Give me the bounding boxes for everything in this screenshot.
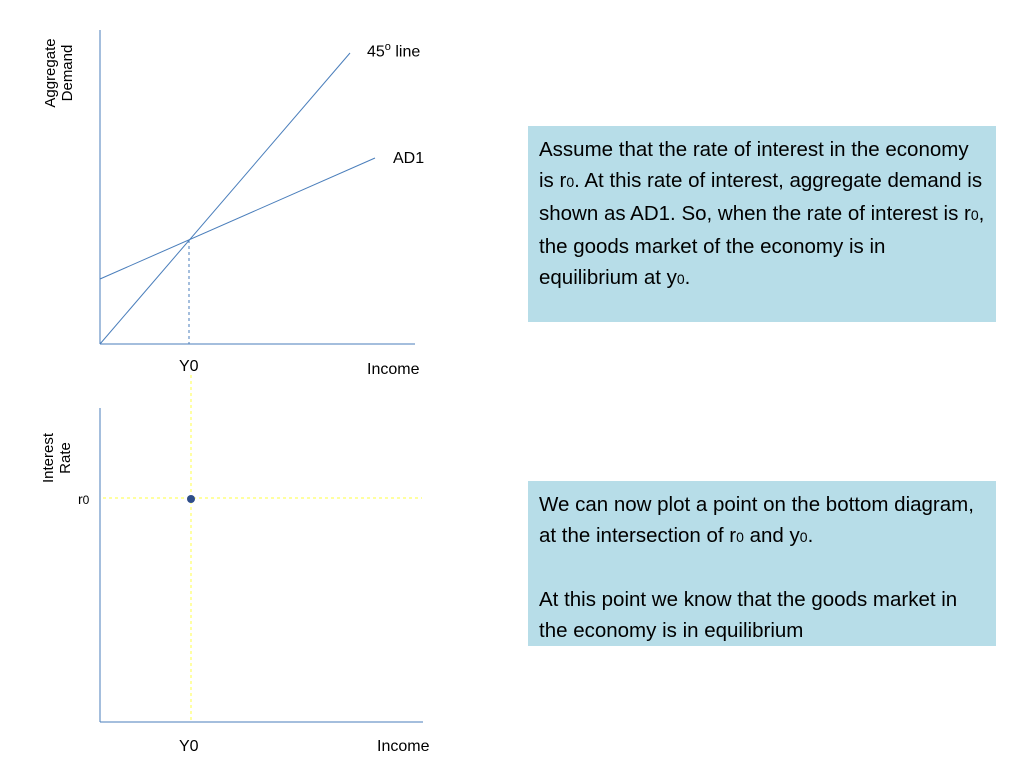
r0-label-letter: r xyxy=(78,491,83,507)
line-45-degree xyxy=(100,53,350,344)
top-text-seg-3: , the goods market of the economy is in equilibrium at y xyxy=(539,202,985,289)
top-text-sub-1: 0 xyxy=(566,174,575,190)
top-y-axis-label-line1: Aggregate xyxy=(42,38,59,108)
r0-label xyxy=(78,490,89,509)
line-45-label xyxy=(367,38,420,61)
explanation-bottom-para2: At this point we know that the goods market in the economy is in equilibrium xyxy=(539,588,958,642)
top-y0-label: Y0 xyxy=(179,358,199,375)
degree-sign-icon: o xyxy=(384,41,391,53)
bottom-text-seg-3: . xyxy=(807,524,814,547)
top-y-axis-label-line2: Demand xyxy=(59,44,76,102)
top-text-seg-4: . xyxy=(684,266,691,289)
explanation-bottom-para1 xyxy=(539,489,986,553)
bottom-y-axis-label xyxy=(40,423,74,493)
line-45-label-suffix: line xyxy=(390,43,421,61)
explanation-box-top xyxy=(528,126,996,322)
top-y-axis-label xyxy=(42,33,76,113)
top-x-axis-label: Income xyxy=(367,361,420,378)
bottom-text-sub-1: 0 xyxy=(736,529,744,545)
bottom-text-seg-2: and y xyxy=(743,524,800,547)
top-text-sub-3: 0 xyxy=(676,271,685,287)
equilibrium-point xyxy=(187,495,195,503)
bottom-text-seg-1: We can now plot a point on the bottom diagram, at the intersection of r xyxy=(539,493,974,547)
bottom-y-axis-label-line2: Rate xyxy=(57,442,74,474)
top-text-seg-2: . At this rate of interest, aggregate demand is shown as AD1. So, when the rate of interest is r xyxy=(539,169,983,225)
explanation-box-bottom xyxy=(528,481,996,646)
top-text-seg-1: Assume that the rate of interest in the economy is r xyxy=(539,138,969,192)
bottom-x-axis-label: Income xyxy=(377,738,430,755)
top-text-sub-2: 0 xyxy=(970,207,979,223)
ad1-label: AD1 xyxy=(393,150,425,167)
explanation-top-text xyxy=(539,134,986,295)
r0-label-sub: 0 xyxy=(82,493,90,507)
bottom-y0-label: Y0 xyxy=(179,738,199,755)
bottom-text-sub-2: 0 xyxy=(799,529,808,545)
bottom-y-axis-label-line1: Interest xyxy=(40,432,57,484)
ad1-line xyxy=(100,158,375,279)
line-45-label-number: 45 xyxy=(367,43,385,61)
